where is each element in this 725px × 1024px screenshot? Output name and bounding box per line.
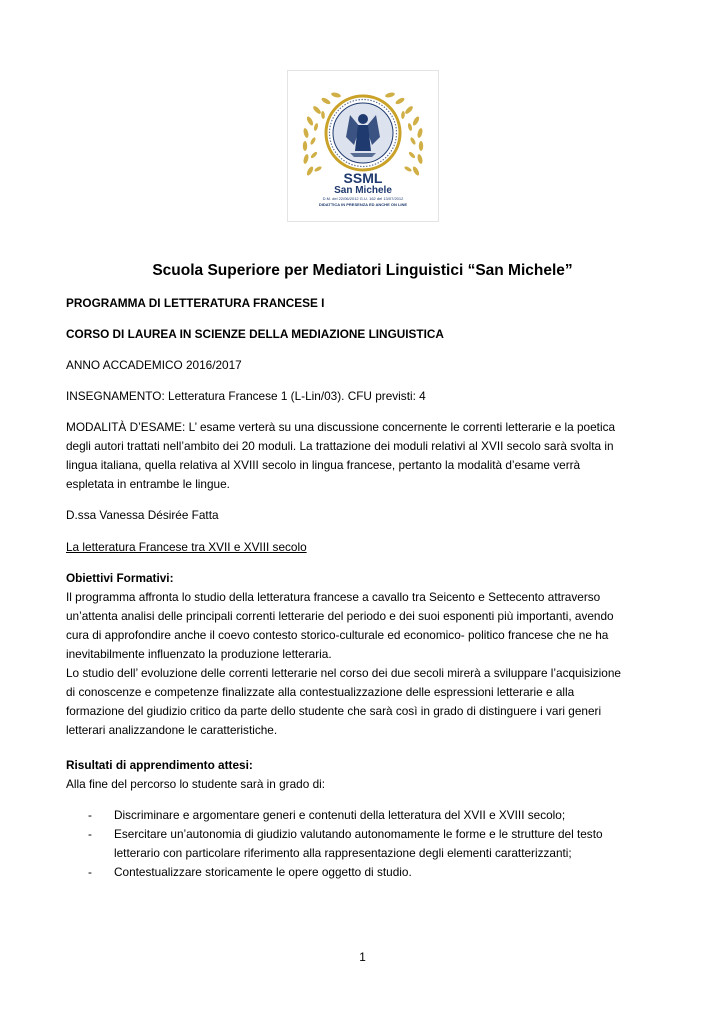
logo-decree-text: D.M. del 22/06/2012 G.U. 162 del 13/07/2012 <box>322 196 404 201</box>
outcomes-section <box>66 756 666 794</box>
outcomes-list <box>88 806 668 882</box>
objectives-line: formazione del giudizio critico da parte dello studente che sarà così in grado di distinguere i vari generi <box>66 704 602 718</box>
academic-year: ANNO ACCADEMICO 2016/2017 <box>66 358 242 372</box>
outcomes-heading: Risultati di apprendimento attesi: <box>66 758 253 772</box>
objectives-line: inevitabilmente influenzato la produzione letteraria. <box>66 647 332 661</box>
program-heading: PROGRAMMA DI LETTERATURA FRANCESE I <box>66 296 325 310</box>
objectives-line: di conoscenze e competenze finalizzate alla contestualizzazione delle espressioni letterarie e alla <box>66 685 575 699</box>
list-item <box>88 825 668 863</box>
outcomes-intro: Alla fine del percorso lo studente sarà in grado di: <box>66 777 326 791</box>
dash-bullet: - <box>88 808 92 822</box>
page-title: Scuola Superiore per Mediatori Linguistici “San Michele” <box>152 262 573 279</box>
logo-san-michele-text: San Michele <box>334 185 392 196</box>
dash-bullet: - <box>88 827 92 841</box>
course-title-text: La letteratura Francese tra XVII e XVIII secolo <box>66 540 307 554</box>
list-item-line: Discriminare e argomentare generi e contenuti della letteratura del XVII e XVIII secolo; <box>114 808 566 822</box>
exam-line: espletata in entrambe le lingue. <box>66 477 230 491</box>
objectives-heading: Obiettivi Formativi: <box>66 571 174 585</box>
course-title <box>66 538 666 557</box>
list-item-line: letterario con particolare riferimento alla rappresentazione degli elementi caratterizzanti; <box>114 846 572 860</box>
objectives-line: letterari analizzandone le caratteristiche. <box>66 723 278 737</box>
exam-line: lingua italiana, quella relativa al XVIII secolo in lingua francese, pertanto la modalità d’esame verrà <box>66 458 581 472</box>
exam-line: degli autori trattati nell’ambito dei 20 moduli. La trattazione dei moduli relativi al XVII secolo sarà svolta in <box>66 439 614 453</box>
teacher-name: D.ssa Vanessa Désirée Fatta <box>66 508 219 522</box>
dash-bullet: - <box>88 865 92 879</box>
logo-ssml-text: SSML <box>343 170 383 186</box>
page-number: 1 <box>359 950 366 964</box>
logo-tagline-text: DIDATTICA IN PRESENZA ED ANCHE ON LINE <box>318 202 408 207</box>
objectives-line: Il programma affronta lo studio della letteratura francese a cavallo tra Seicento e Settecento attraverso <box>66 590 601 604</box>
course-heading: CORSO DI LAUREA IN SCIENZE DELLA MEDIAZIONE LINGUISTICA <box>66 327 444 341</box>
list-item-line: Esercitare un’autonomia di giudizio valutando autonomamente le forme e le strutture del testo <box>114 827 603 841</box>
list-item-line: Contestualizzare storicamente le opere oggetto di studio. <box>114 865 412 879</box>
teaching-info: INSEGNAMENTO: Letteratura Francese 1 (L-Lin/03). CFU previsti: 4 <box>66 389 426 403</box>
school-logo <box>287 70 439 222</box>
objectives-line: Lo studio dell’ evoluzione delle correnti letterarie nel corso dei due secoli mirerà a sviluppare l’acquisizione <box>66 666 621 680</box>
objectives-line: un’attenta analisi delle principali correnti letterarie del periodo e dei suoi esponenti più importanti, avendo <box>66 609 614 623</box>
exam-paragraph <box>66 418 666 494</box>
objectives-section <box>66 569 666 740</box>
objectives-line: cura di approfondire anche il coevo contesto storico-culturale ed economico- politico francese che ne ha <box>66 628 609 642</box>
exam-line: MODALITÀ D’ESAME: L’ esame verterà su una discussione concernente le correnti letterarie e la poetica <box>66 420 616 434</box>
list-item <box>88 806 668 825</box>
list-item <box>88 863 668 882</box>
